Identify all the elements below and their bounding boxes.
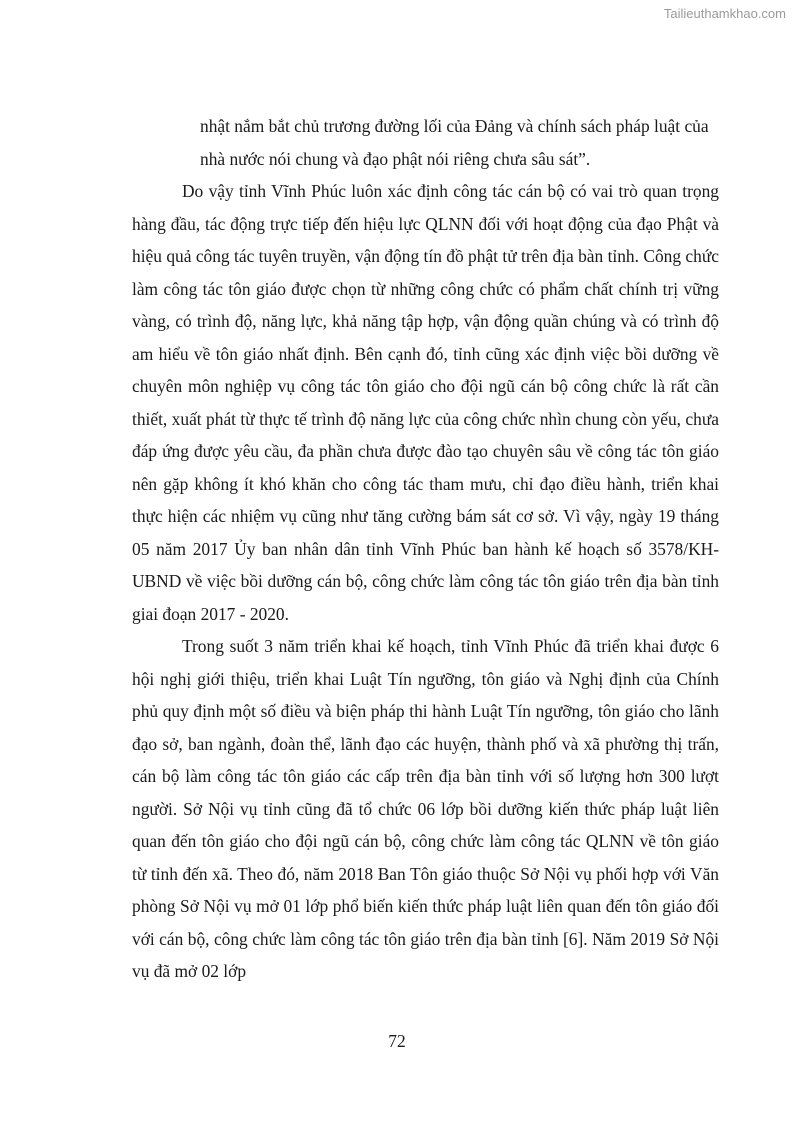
page-number: 72	[388, 1031, 406, 1051]
document-body	[132, 110, 719, 988]
quote-paragraph: nhật nắm bắt chủ trương đường lối của Đảng và chính sách pháp luật của nhà nước nói chung và đạo phật nói riêng chưa sâu sát”.	[200, 116, 709, 169]
body-paragraph-2: Trong suốt 3 năm triển khai kế hoạch, tỉnh Vĩnh Phúc đã triển khai được 6 hội nghị giới thiệu, triển khai Luật Tín ngưỡng, tôn giáo và Nghị định của Chính phủ quy định một số điều và biện pháp thi hành Luật Tín ngưỡng, tôn giáo cho lãnh đạo sở, ban ngành, đoàn thể, lãnh đạo các huyện, thành phố và xã phường thị trấn, cán bộ làm công tác tôn giáo các cấp trên địa bàn tỉnh với số lượng hơn 300 lượt người. Sở Nội vụ tỉnh cũng đã tổ chức 06 lớp bồi dưỡng kiến thức pháp luật liên quan đến tôn giáo cho đội ngũ cán bộ, công chức làm công tác QLNN về tôn giáo từ tỉnh đến xã. Theo đó, năm 2018 Ban Tôn giáo thuộc Sở Nội vụ phối hợp với Văn phòng Sở Nội vụ mở 01 lớp phổ biến kiến thức pháp luật liên quan đến tôn giáo đối với cán bộ, công chức làm công tác tôn giáo trên địa bàn tỉnh [6]. Năm 2019 Sở Nội vụ đã mở 02 lớp	[132, 636, 719, 981]
body-paragraph-1: Do vậy tỉnh Vĩnh Phúc luôn xác định công tác cán bộ có vai trò quan trọng hàng đầu, tác động trực tiếp đến hiệu lực QLNN đối với hoạt động của đạo Phật và hiệu quả công tác tuyên truyền, vận động tín đồ phật tử trên địa bàn tỉnh. Công chức làm công tác tôn giáo được chọn từ những công chức có phẩm chất chính trị vững vàng, có trình độ, năng lực, khả năng tập hợp, vận động quần chúng và có trình độ am hiểu về tôn giáo nhất định. Bên cạnh đó, tỉnh cũng xác định việc bồi dưỡng về chuyên môn nghiệp vụ công tác tôn giáo cho đội ngũ cán bộ công chức là rất cần thiết, xuất phát từ thực tế trình độ năng lực của công chức nhìn chung còn yếu, chưa đáp ứng được yêu cầu, đa phần chưa được đào tạo chuyên sâu về công tác tôn giáo nên gặp không ít khó khăn cho công tác tham mưu, chỉ đạo điều hành, triển khai thực hiện các nhiệm vụ cũng như tăng cường bám sát cơ sở. Vì vậy, ngày 19 tháng 05 năm 2017 Ủy ban nhân dân tỉnh Vĩnh Phúc ban hành kế hoạch số 3578/KH-UBND về việc bồi dưỡng cán bộ, công chức làm công tác tôn giáo trên địa bàn tỉnh giai đoạn 2017 - 2020.	[132, 181, 719, 624]
watermark-text: Tailieuthamkhao.com	[663, 6, 786, 21]
